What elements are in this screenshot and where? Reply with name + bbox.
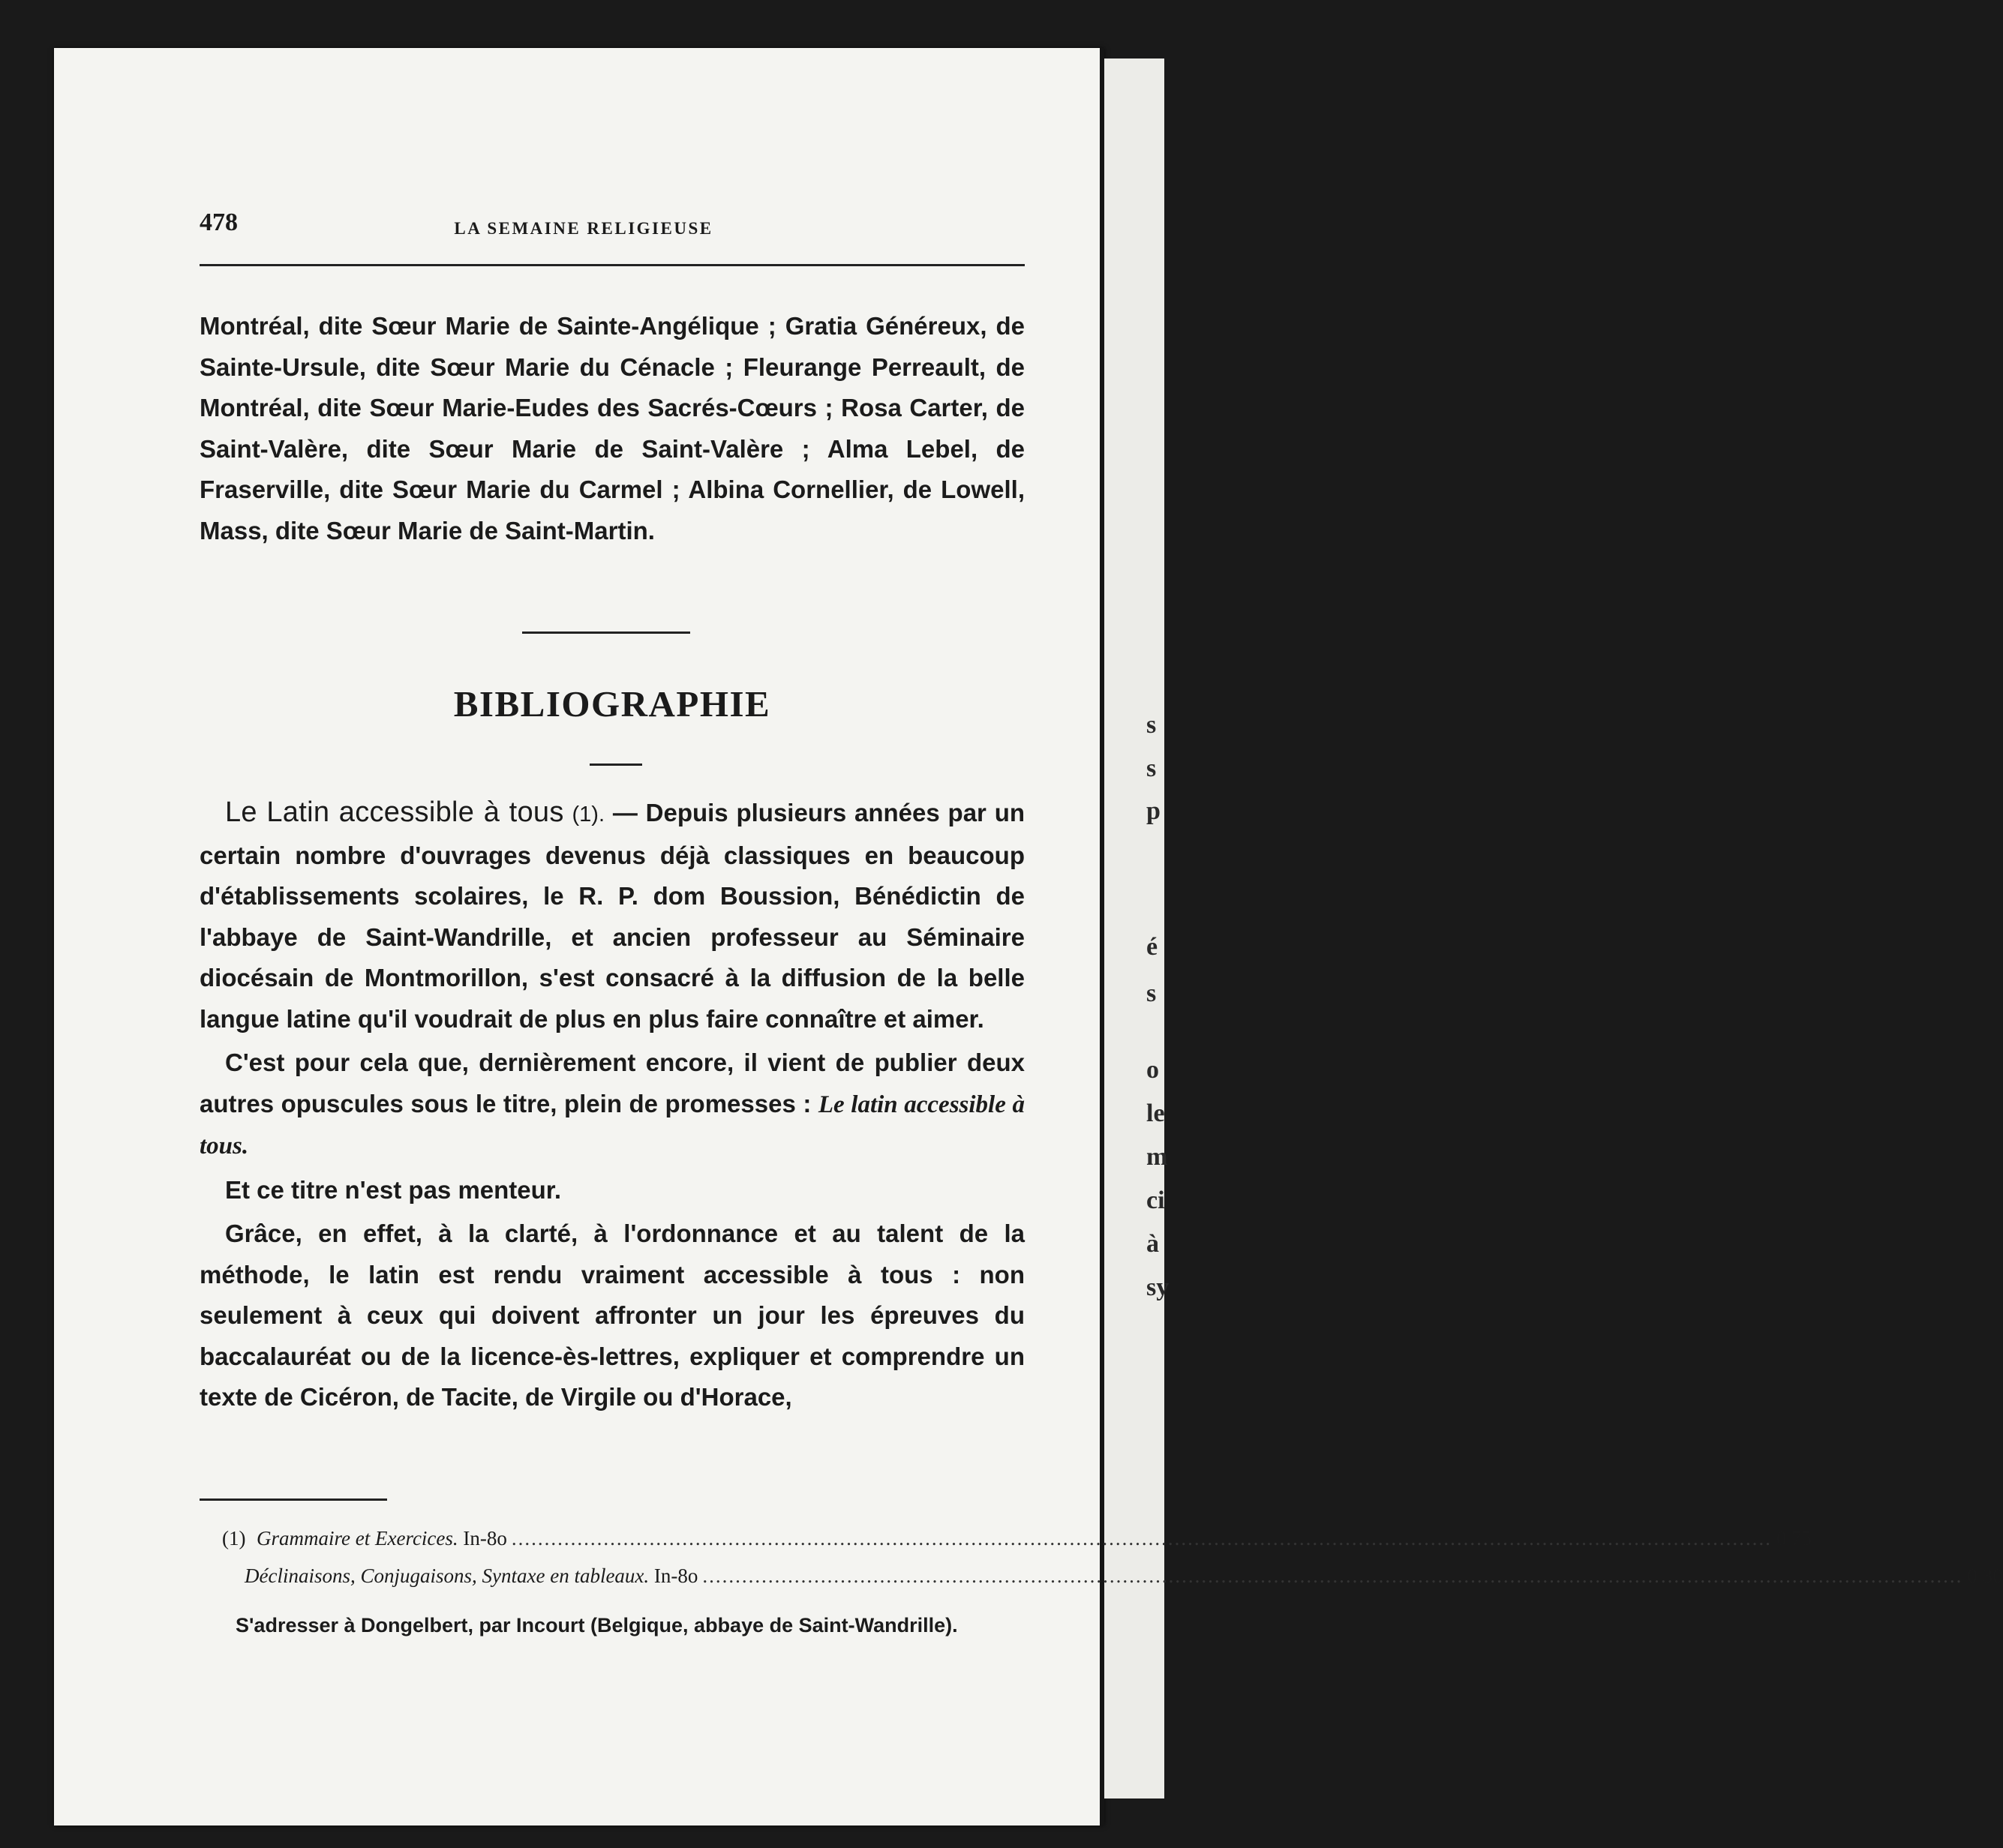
page-header <box>147 202 1020 244</box>
leader-dots <box>512 1520 1772 1557</box>
footnote-price: 0 30 <box>1967 1564 2003 1587</box>
footnote-format: In-8o <box>458 1527 507 1550</box>
paragraph-text: C'est pour cela que, dernièrement encore, il vient de publier deux autres opuscules sous le titre, plein de promesses : <box>200 1048 1025 1118</box>
review-paragraph-3: Et ce titre n'est pas menteur. <box>225 1175 561 1204</box>
continuation-paragraph <box>200 306 1025 551</box>
footnote-entry <box>200 1520 1812 1557</box>
footnote-title: Grammaire et Exercices. <box>257 1527 458 1550</box>
footnote-format: In-8o <box>649 1564 698 1587</box>
footnote-contact: S'adresser à Dongelbert, par Incourt (Belgique, abbaye de Saint-Wandrille). <box>236 1614 958 1636</box>
adjacent-fragment: m <box>1146 1143 1168 1171</box>
section-title: BIBLIOGRAPHIE <box>453 683 771 724</box>
adjacent-fragment: ci <box>1146 1186 1165 1214</box>
page-number: 478 <box>200 208 238 236</box>
leader-dots <box>702 1557 1962 1594</box>
adjacent-fragment: le <box>1146 1100 1165 1127</box>
footnote-reference: (1). <box>572 802 605 826</box>
footnote-rule <box>200 1498 387 1501</box>
adjacent-fragment: s <box>1146 711 1157 739</box>
adjacent-fragment: p <box>1146 797 1161 825</box>
title-underline <box>590 764 642 766</box>
bibliography-body <box>200 792 1025 1418</box>
review-paragraph-2 <box>200 1042 1025 1167</box>
adjacent-fragment: sy <box>1146 1274 1170 1301</box>
footnote-entry <box>200 1557 2003 1594</box>
reviewed-book-title: Le Latin accessible à tous <box>225 796 564 828</box>
italic-title: Le latin accessible à tous. <box>200 1090 1025 1160</box>
adjacent-fragment: s <box>1146 754 1157 782</box>
footnote-title: Déclinaisons, Conjugaisons, Syntaxe en tableaux. <box>245 1564 650 1587</box>
adjacent-fragment: s <box>1146 980 1157 1007</box>
footnotes <box>200 1520 2003 1642</box>
adjacent-fragment: à <box>1146 1230 1159 1258</box>
footnote-price: 0 75 <box>1776 1527 1812 1550</box>
review-paragraph-4: Grâce, en effet, à la clarté, à l'ordonnance et au talent de la méthode, le latin est rendu vraiment accessible à tous : non seulement à ceux qui doivent affronter un jour les épreuves du baccalauréat ou de la licence-ès-lettres, expliquer et comprendre un texte de Cicéron, de Tacite, de Virgile ou d'Horace, <box>200 1220 1025 1411</box>
section-divider <box>522 632 690 634</box>
adjacent-fragment: o <box>1146 1056 1159 1084</box>
adjacent-fragment: é <box>1146 933 1158 961</box>
running-title: LA SEMAINE RELIGIEUSE <box>454 219 713 238</box>
header-rule <box>200 264 1025 266</box>
paragraph-text: — Depuis plusieurs années par un certain nombre d'ouvrages devenus déjà classiques en beaucoup d'établissements scolaires, le R. P. dom Boussion, Bénédictin de l'abbaye de Saint-Wandrille, et ancien professeur au Séminaire diocésain de Montmorillon, s'est consacré à la diffusion de la belle langue latine qu'il voudrait de plus en plus faire connaître et aimer. <box>200 799 1026 1033</box>
footnote-number: (1) <box>222 1527 246 1550</box>
review-paragraph-1 <box>200 792 1025 1040</box>
paragraph-text: Montréal, dite Sœur Marie de Sainte-Angélique ; Gratia Généreux, de Sainte-Ursule, dite Sœur Marie du Cénacle ; Fleurange Perreault, de Montréal, dite Sœur Marie-Eudes des Sacrés-Cœurs ; Rosa Carter, de Saint-Valère, dite Sœur Marie de Saint-Valère ; Alma Lebel, de Fraserville, dite Sœur Marie du Carmel ; Albina Cornellier, de Lowell, Mass, dite Sœur Marie de Saint-Martin. <box>200 312 1025 544</box>
